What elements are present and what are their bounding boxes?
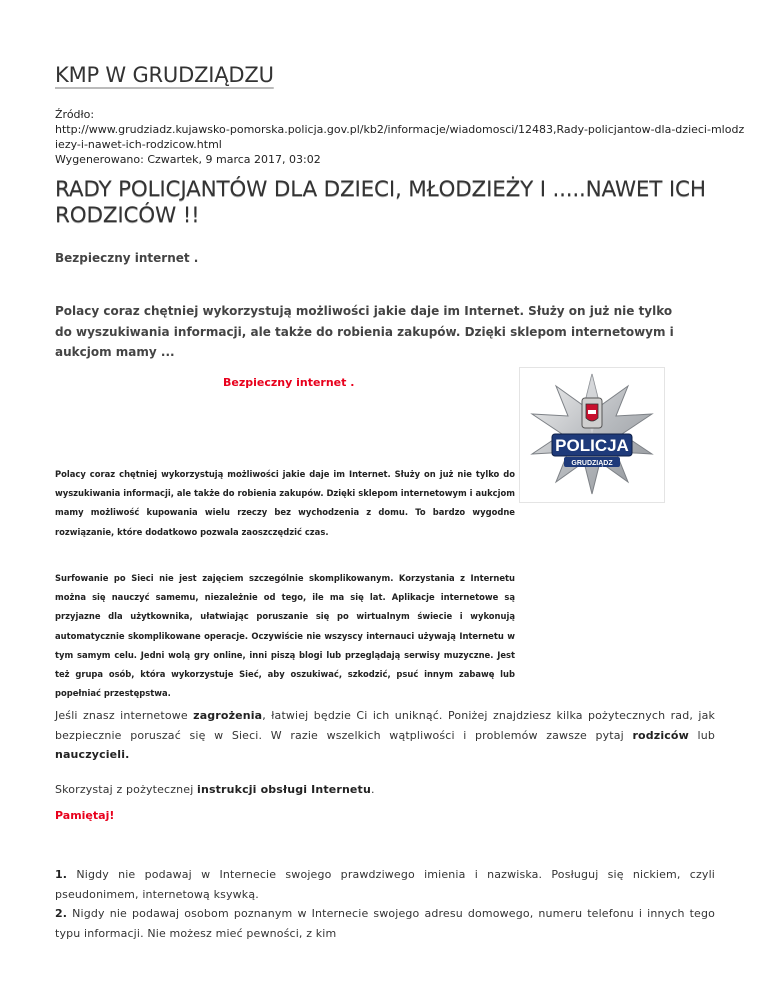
- rule-1: 1. Nigdy nie podawaj w Internecie swojego prawdziwego imienia i nazwiska. Posługuj się nickiem, czyli pseudonimem, internetową ksywką.: [55, 868, 715, 901]
- police-star-icon: [520, 368, 664, 502]
- section-heading: Bezpieczny internet .: [223, 376, 355, 389]
- rules-list: [55, 865, 715, 943]
- source-label: Źródło:: [55, 108, 95, 121]
- source-meta: [55, 107, 745, 167]
- lead-paragraph: Polacy coraz chętniej wykorzystują możliwości jakie daje im Internet. Służy on już nie tylko do wyszukiwania informacji, ale także do robienia zakupów. Dzięki sklepom internetowym i aukcjom mamy ...: [55, 304, 674, 359]
- remember-heading: Pamiętaj!: [55, 809, 115, 822]
- link-instructions[interactable]: instrukcji obsługi Internetu: [197, 783, 371, 796]
- paragraph-2: Surfowanie po Sieci nie jest zajęciem szczególnie skomplikowanym. Korzystania z Internetu można się nauczyć samemu, niezależnie od tego, ile ma się lat. Aplikacje internetowe są przyjazne dla użytkownika, ułatwiając poruszanie się po wirtualnym świecie i wykonują automatycznie skomplikowane operacje. Oczywiście nie wszyscy internauci używają Internetu w tym samym celu. Jedni wolą gry online, inni piszą blogi lub przeglądają serwisy muzyczne. Jest też grupa osób, która wykorzystuje Sieć, aby oszukiwać, szkodzić, psuć innym zabawę lub popełniać przestępstwa.: [55, 573, 515, 699]
- rule-2: 2. Nigdy nie podawaj osobom poznanym w Internecie swojego adresu domowego, numeru telefonu i innych tego typu informacji. Nie możesz mieć pewności, z kim: [55, 907, 715, 940]
- paragraph-3: Jeśli znasz internetowe zagrożenia, łatwiej będzie Ci ich uniknąć. Poniżej znajdziesz kilka pożytecznych rad, jak bezpiecznie poruszać się w Sieci. W razie wszelkich wątpliwości i problemów zawsze pytaj rodziców lub nauczycieli.: [55, 709, 716, 761]
- link-threats[interactable]: zagrożenia: [193, 709, 263, 722]
- police-logo: [519, 367, 665, 503]
- teachers-text: nauczycieli.: [55, 748, 130, 761]
- article-title: RADY POLICJANTÓW DLA DZIECI, MŁODZIEŻY I .....NAWET ICH RODZICÓW !!: [55, 177, 706, 228]
- lead-heading: Bezpieczny internet .: [55, 251, 199, 265]
- source-url-line-1[interactable]: http://www.grudziadz.kujawsko-pomorska.policja.gov.pl/kb2/informacje/wiadomosci/12483,Rady-policjantow-dla-dzieci-mlodz: [55, 123, 745, 136]
- paragraph-4: Skorzystaj z pożytecznej instrukcji obsługi Internetu.: [55, 783, 375, 796]
- source-url-line-2[interactable]: iezy-i-nawet-ich-rodzicow.html: [55, 138, 222, 151]
- logo-subtext: GRUDZIĄDZ: [571, 460, 613, 467]
- parents-text: rodziców: [632, 728, 689, 742]
- site-title[interactable]: KMP W GRUDZIĄDZU: [55, 63, 274, 87]
- generated-date: Wygenerowano: Czwartek, 9 marca 2017, 03:02: [55, 153, 321, 166]
- paragraph-1: Polacy coraz chętniej wykorzystują możliwości jakie daje im Internet. Służy on już nie tylko do wyszukiwania informacji, ale także do robienia zakupów. Dzięki sklepom internetowym i aukcjom mamy możliwość kupowania wielu rzeczy bez wychodzenia z domu. To bardzo wygodne rozwiązanie, które dodatkowo pozwala zaoszczędzić czas.: [55, 469, 515, 537]
- logo-text: POLICJA: [555, 436, 629, 455]
